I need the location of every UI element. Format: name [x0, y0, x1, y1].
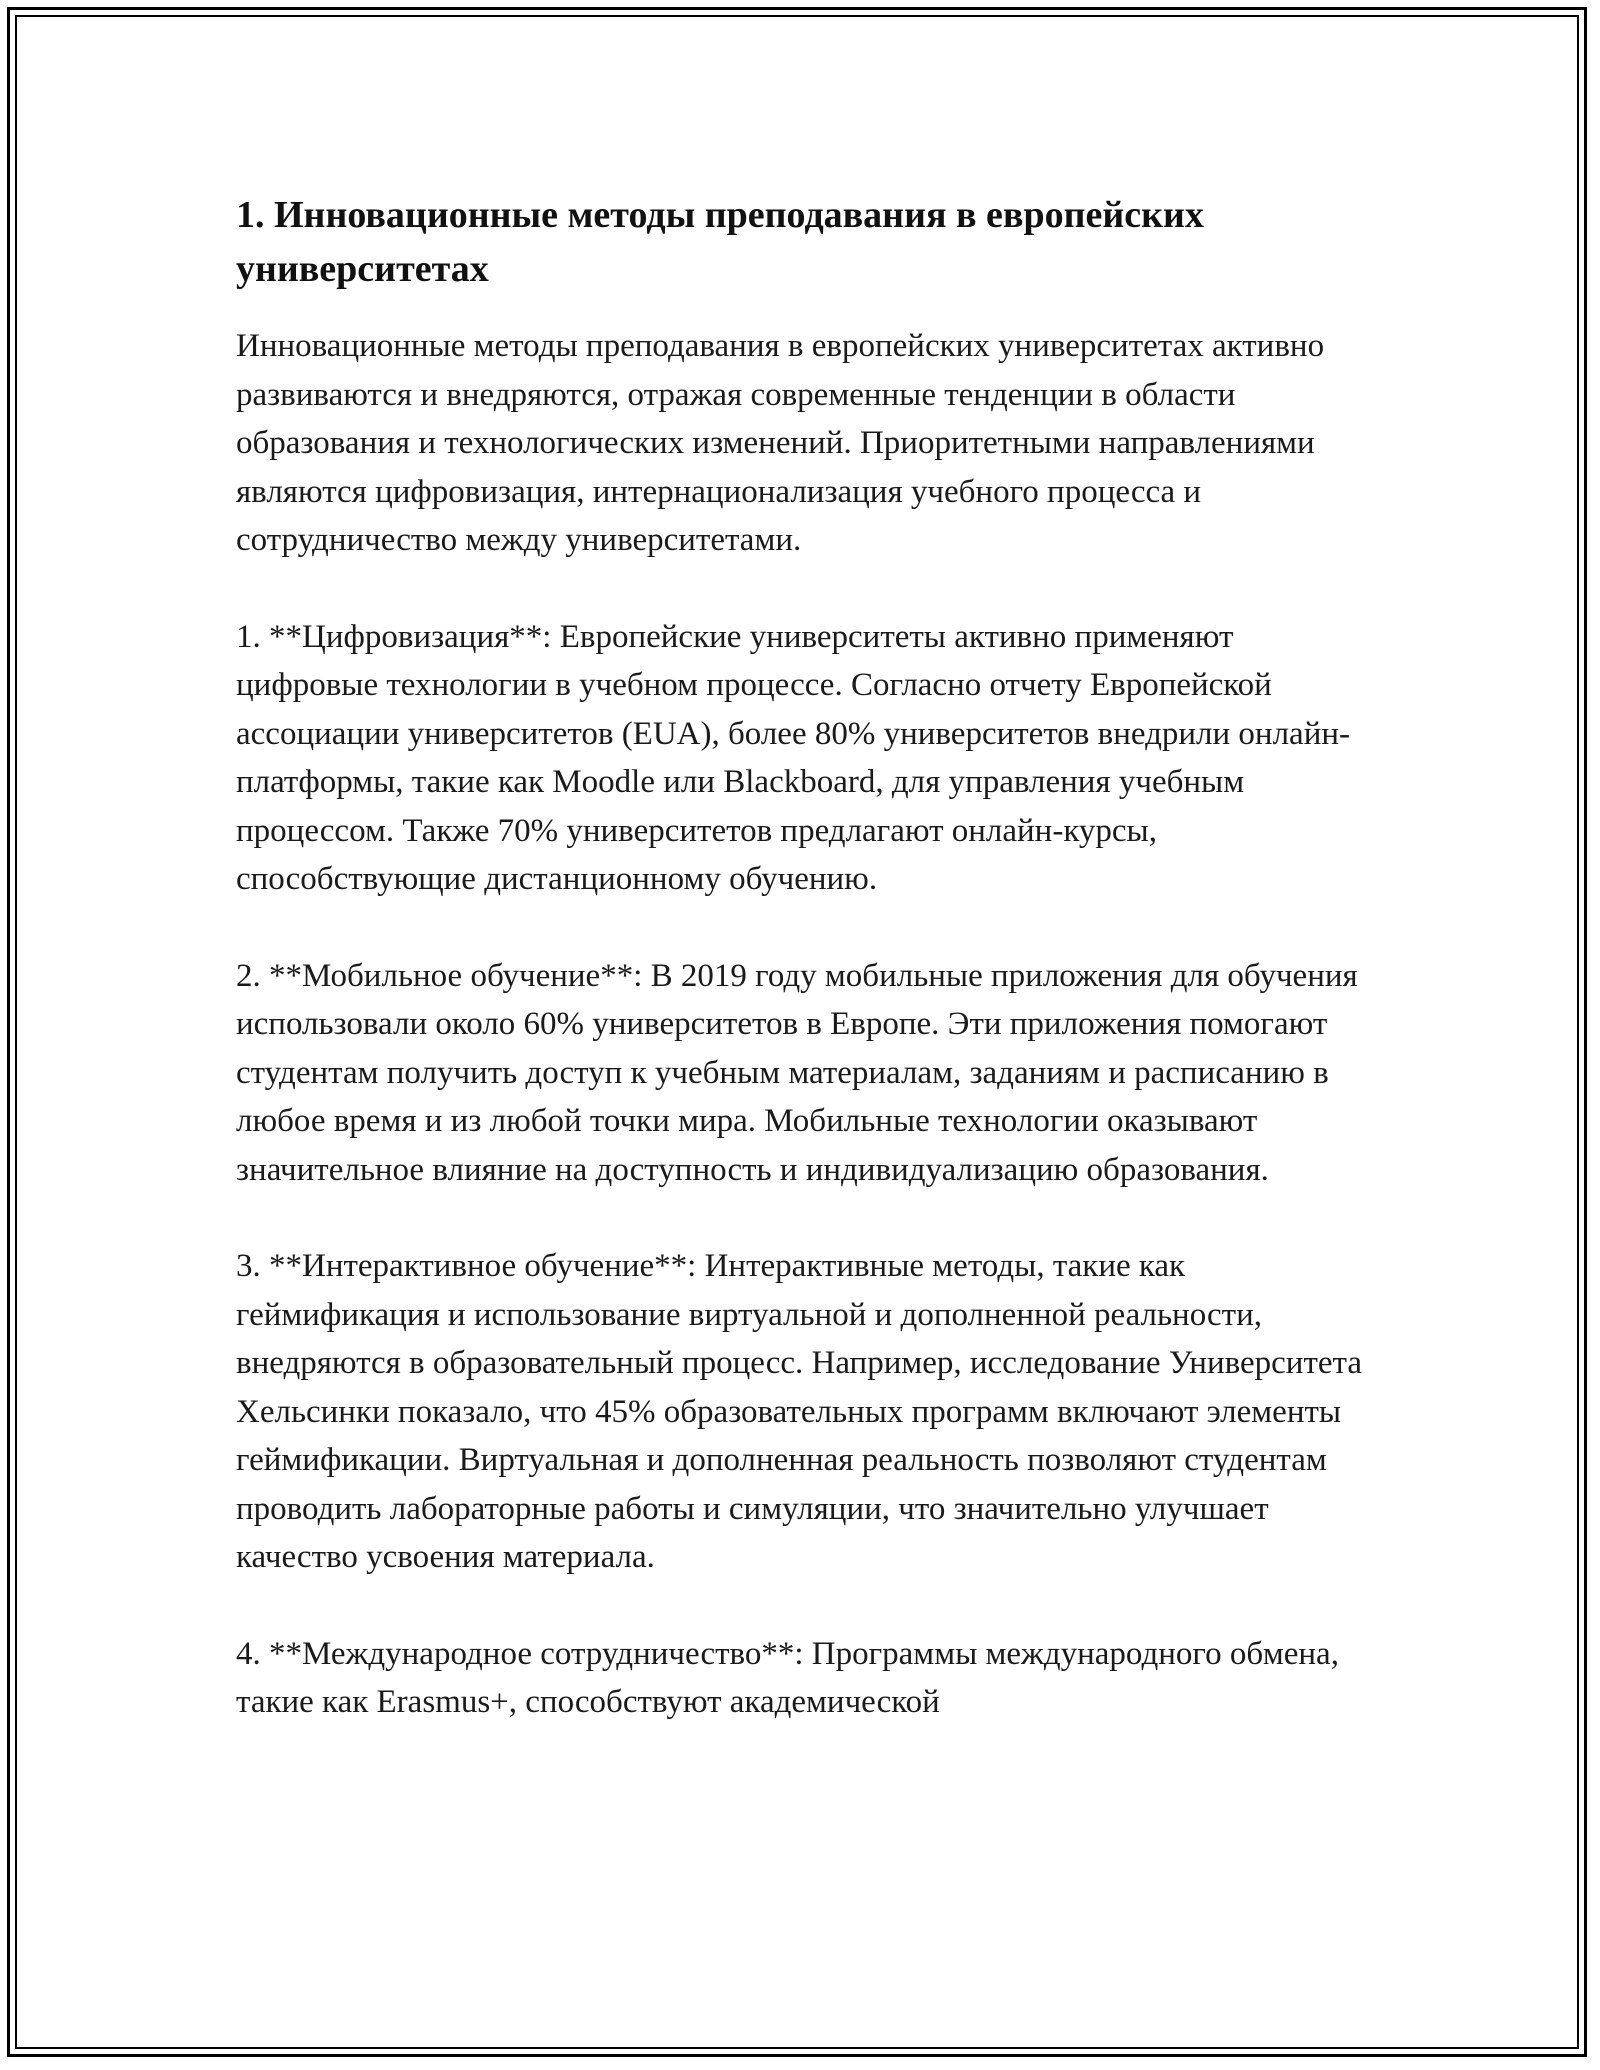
paragraph-digitalization: 1. **Цифровизация**: Европейские университеты активно применяют цифровые технологии в учебном процессе. Согласно отчету Европейской ассоциации университетов (EUA), более 80% университетов внедрили онлайн-платформы, такие как Moodle или Blackboard, для управления учебным процессом. Также 70% университетов предлагают онлайн-курсы, способствующие дистанционному обучению. [236, 618, 1351, 897]
document-body [236, 188, 1366, 1775]
paragraph-interactive-learning: 3. **Интерактивное обучение**: Интерактивные методы, такие как геймификация и использование виртуальной и дополненной реальности, внедряются в образовательный процесс. Например, исследование Университета Хельсинки показало, что 45% образовательных программ включают элементы геймификации. Виртуальная и дополненная реальность позволяют студентам проводить лабораторные работы и симуляции, что значительно улучшает качество усвоения материала. [236, 1248, 1362, 1575]
paragraph-international-cooperation: 4. **Международное сотрудничество**: Программы международного обмена, такие как Erasmus+, способствуют академической [236, 1635, 1339, 1720]
intro-paragraph: Инновационные методы преподавания в европейских университетах активно развиваются и внедряются, отражая современные тенденции в области образования и технологических изменений. Приоритетными направлениями являются цифровизация, интернационализация учебного процесса и сотрудничество между университетами. [236, 328, 1325, 558]
paragraph-mobile-learning: 2. **Мобильное обучение**: В 2019 году мобильные приложения для обучения использовали около 60% университетов в Европе. Эти приложения помогают студентам получить доступ к учебным материалам, заданиям и расписанию в любое время и из любой точки мира. Мобильные технологии оказывают значительное влияние на доступность и индивидуализацию образования. [236, 957, 1358, 1188]
section-heading: 1. Инновационные методы преподавания в европейских университетах [236, 194, 1204, 290]
